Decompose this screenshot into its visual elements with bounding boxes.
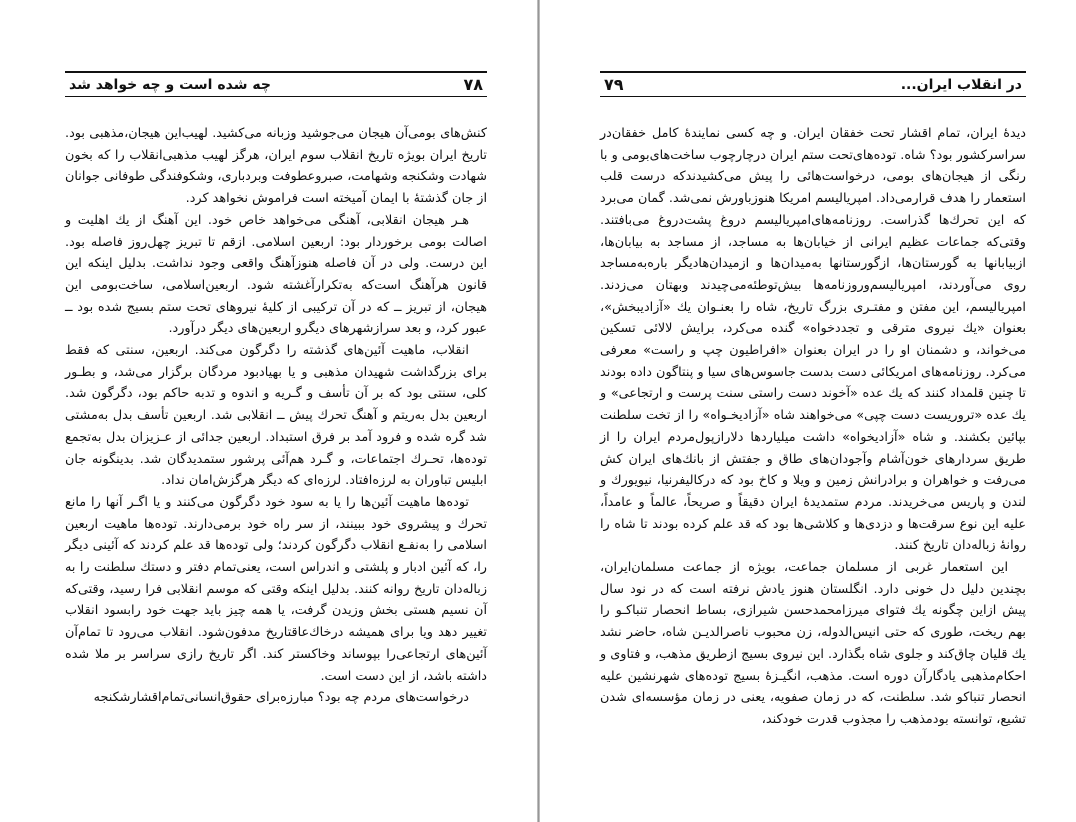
body-text bbox=[600, 123, 1026, 731]
paragraph: کنش‌های بومی‌آن هیجان می‌جوشید وزبانه می‌کشید. لهیب‌این هیجان،مذهبی بود. تاریخ ایران بویژه تاریخ انقلاب سوم ایران، هرگز لهیب مذهبی‌انقلاب را که بخون شهادت وشکنجه وشهامت، صبروعطوفت وبردباری، وشکوفندگی طوفانی جوانان از جان گذشتهٔ با ایمان آمیخته است فراموش نخواهد کرد. bbox=[65, 126, 487, 207]
paragraph: هـر هیجان انقلابی، آهنگی می‌خواهد خاص خود. این آهنگ از یك اهلیت و اصالت بومی برخوردار بود: اربعین اسلامی. ازقم تا تبریز چهل‌روز فاصله بود. این درست. ولی در آن فاصله هنوزآهنگ واقعی وجود نداشت. بدلیل اینکه این قانون هرآهنگ است‌که به‌تکرارآغشته شود. اربعین‌اسلامی، ساخت‌بومی این هیجان، از تبریز ــ که در آن ترکیبی از کلیهٔ نیروهای تحت ستم بسیج شده بود ــ عبور کرد، و بعد سرازشهرهای دیگرو اربعین‌های دیگر درآورد. bbox=[65, 212, 487, 337]
left-page bbox=[0, 0, 537, 822]
paragraph: درخواست‌های مردم چه بود؟ مبارزه‌برای حقوق‌انسانی‌تمام‌اقشارشکنجه bbox=[93, 690, 469, 706]
page-header bbox=[600, 71, 1026, 97]
paragraph: انقلاب، ماهیت آئین‌های گذشته را دگرگون می‌کند. اربعین، سنتی که فقط برای بزرگداشت شهیدان مذهبی و یا بهیادبود مردگان برگزار می‌شد، و بطـور کلی، سنتی بود که بر آن تأسف و گـریه و اندوه و تدبه حاکم بود، دگرگون شد. اربعین بدل به‌ریتم و آهنگ تحرك پیش ــ انقلابی شد. اربعین تأسف بدل به‌مشتی شد گره شده و فرود آمد بر فرق استبداد. اربعین جدائی از عـزیزان بدل به‌تجمع توده‌ها، تحـرك اجتماعات، و گـرد هم‌آئی پرشور ستمدیدگان شد. بدینگونه جان ابلیس تباوران به لرزه‌افتاد. لرزه‌ای که دیگر هرگزش‌امان نداد. bbox=[65, 343, 487, 489]
page-header bbox=[65, 71, 487, 97]
paragraph: توده‌ها ماهیت آئین‌ها را یا به سود خود دگرگون می‌کنند و یا اگـر آنها را مانع تحرك و پیشروی خود ببینند، از سر راه خود برمی‌دارند. توده‌ها ماهیت اربعین اسلامی را به‌نفـع انقلاب دگرگون کردند؛ ولی توده‌ها قد علم کردند که آئینی دیگر را، که آئین ادبار و پلشتی و اندراس است، یعنی‌تمام دفتر و دستك سلطنت را به زباله‌دان تاریخ روانه کنند. بدلیل اینکه وقتی که موسم انقلابی فرا رسید، وقتی‌که آن نسیم هستی بخش وزیدن گرفت، یا همه چیز باید جهت خود رابسود انقلاب تغییر دهد ویا برای همیشه درخاك‌عاقتاریخ مدفون‌شود. انقلاب می‌رود تا تمام‌آن آئین‌های ارتجاعی‌را بپوساند وخاکستر کند. اگر تاریخ رازی سراسر بر ملا شده داشته باشد، از این دست است. bbox=[65, 494, 487, 684]
page-number: ۷۸ bbox=[463, 75, 483, 94]
running-head: در انقلاب ایران... bbox=[900, 76, 1022, 93]
running-head: چه شده است و چه خواهد شد bbox=[69, 76, 271, 93]
body-text bbox=[65, 123, 487, 709]
paragraph: دیدهٔ ایران، تمام اقشار تحت خفقان ایران. و چه کسی نمایندهٔ کامل خفقان‌در سراسرکشور بود؟ شاه. توده‌های‌تحت ستم ایران درچارچوب ساخت‌های‌بومی و با رنگی از هیجان‌های بومی، درخواست‌هائی را پیش می‌کشیدند‌که درست قلب استعمار را هدف قرارمی‌داد. امپریالیسم امریکا هنوزباورش نمی‌شد. گمان می‌برد که این تحرك‌ها گذراست. روزنامه‌های‌امپریالیسم دروغ پشت‌دروغ می‌بافتند. وقتی‌که جماعات عظیم ایرانی از خیابان‌ها به مساجد، از مساجد به بیابان‌ها، ازبیابانها به گورستان‌ها، ازگورستانها به‌میدان‌ها و ازمیدان‌هادیگر باره‌به‌مساجد روی می‌آوردند، امپریالیسم‌وروزنامه‌ها بیش‌توطئه‌می‌چیدند وبهتان می‌زدند. امپریالیسم، این مفتن و مفتـری بزرگ تاریخ، شاه را بعنـوان یك «آزادیبخش»، بعنوان «یك نیروی مترقی و تجددخواه» گنده می‌کرد، برایش لالائی تسکین می‌خواند، و دشمنان او را در ایران بعنوان «افراطیون چپ و راست» معرفی می‌کرد. روزنامه‌های امریکائی دست بدست جاسوس‌های سیا و پنتاگون داده بودند تا چنین قلمداد کنند که یك عده «آخوند دست راستی سنت پرست و ارتجاعی» و یك عده «تروریست دست چپی» می‌خواهند شاه «آزادیخـواه» را از تخت سلطنت بپائین بکشند. و شاه «آزادیخواه» داشت میلیاردها دلارازپول‌مردم ایران را از طریق سردارهای خون‌آشام وآجودان‌های طاق و جفتش از بانك‌های ایران کش می‌رفت و خواهران و برادرانش زمین و ویلا و کاخ بود که درکالیفرنیا، نیویورك و لندن و پاریس می‌خریدند. مردم ستمدیدهٔ ایران دقیقاً و صریحاً، عالماً و عامداً، علیه این نوع سرقت‌ها و دزدی‌ها و کلاشی‌ها بود که قد علم کرده بودند تا شاه را روانهٔ زباله‌دان تاریخ کنند. bbox=[600, 126, 1026, 554]
page-number: ۷۹ bbox=[604, 75, 624, 94]
paragraph: این استعمار غربی از مسلمان جماعت، بویژه از جماعت مسلمان‌ایران، بچندین دلیل دل خونی دارد. انگلستان هنوز یادش نرفته است که در نود سال پیش ازاین چگونه یك فتوای میرزامحمدحسن شیرازی، بساط انحصار تنباکـو را بهم ریخت، طوری که حتی انیس‌الدوله، زن محبوب ناصرالدیـن شاه، حاضر نشد یك قلیان چاق‌کند و جلوی شاه بگذارد. این نیروی بسیج ازطریق مذهب، و فتاوی و احکام‌مذهبی یادگارآن دوره است. مذهب، انگیـزهٔ بسیج توده‌های شهرنشین علیه انحصار تنباکو شد. سلطنت، که در زمان صفویه، یعنی در زمان مؤسسه‌ای شدن تشیع، توانسته بودمذهب را مجذوب قدرت خودکند، bbox=[600, 560, 1026, 727]
right-page bbox=[540, 0, 1076, 822]
